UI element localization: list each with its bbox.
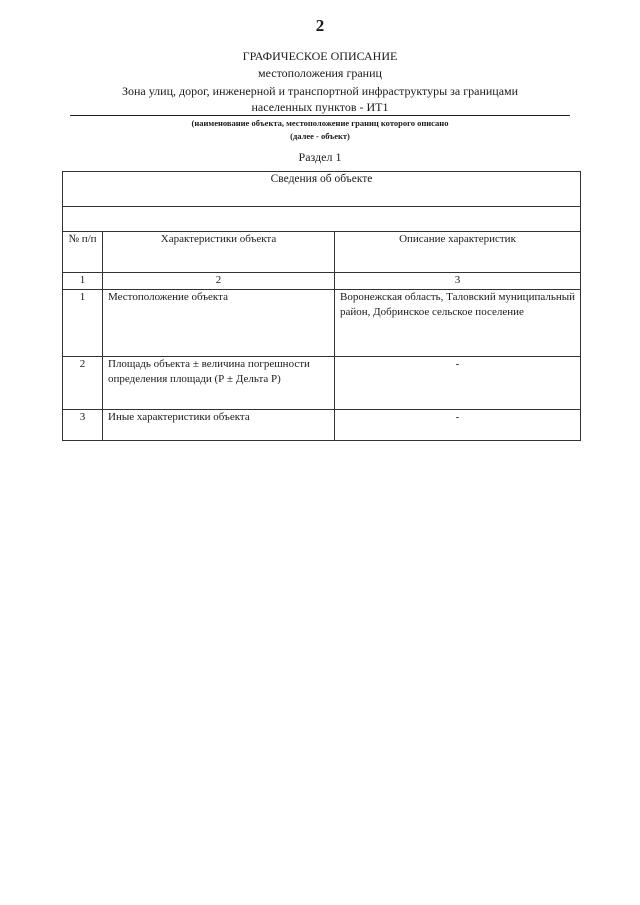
row-number: 3 <box>63 410 103 441</box>
row-description: - <box>335 410 581 441</box>
caption-line-2: (далее - объект) <box>290 131 350 141</box>
header-description: Описание характеристик <box>335 232 581 273</box>
row-characteristic: Площадь объекта ± величина погрешности определения площади (Р ± Дельта Р) <box>103 357 335 410</box>
column-number-3: 3 <box>335 273 581 290</box>
object-name-line-1: Зона улиц, дорог, инженерной и транспортной инфраструктуры за границами <box>121 84 519 98</box>
object-info-table <box>62 171 581 441</box>
table-header-row <box>63 232 581 273</box>
row-description: Воронежская область, Таловский муниципальный район, Добринское сельское поселение <box>335 290 581 357</box>
table-row <box>63 290 581 357</box>
table-title-row <box>63 172 581 207</box>
table-empty-row <box>63 207 581 232</box>
column-number-2: 2 <box>103 273 335 290</box>
column-number-1: 1 <box>63 273 103 290</box>
section-title: Раздел 1 <box>298 150 342 164</box>
table-row <box>63 357 581 410</box>
row-characteristic: Местоположение объекта <box>103 290 335 357</box>
row-number: 2 <box>63 357 103 410</box>
table-title: Сведения об объекте <box>63 172 581 207</box>
page-number: 2 <box>315 16 325 35</box>
document-title: ГРАФИЧЕСКОЕ ОПИСАНИЕ <box>242 49 398 63</box>
header-number: № п/п <box>63 232 103 273</box>
caption-line-1: (наименование объекта, местоположение границ которого описано <box>191 118 449 128</box>
object-name-line-2: населенных пунктов - ИТ1 <box>251 100 389 114</box>
row-number: 1 <box>63 290 103 357</box>
row-characteristic: Иные характеристики объекта <box>103 410 335 441</box>
row-description: - <box>335 357 581 410</box>
document-subtitle: местоположения границ <box>258 66 382 80</box>
table-empty-cell <box>63 207 581 232</box>
title-underline <box>70 115 570 116</box>
header-characteristic: Характеристики объекта <box>103 232 335 273</box>
table-row <box>63 410 581 441</box>
table-column-numbers-row <box>63 273 581 290</box>
